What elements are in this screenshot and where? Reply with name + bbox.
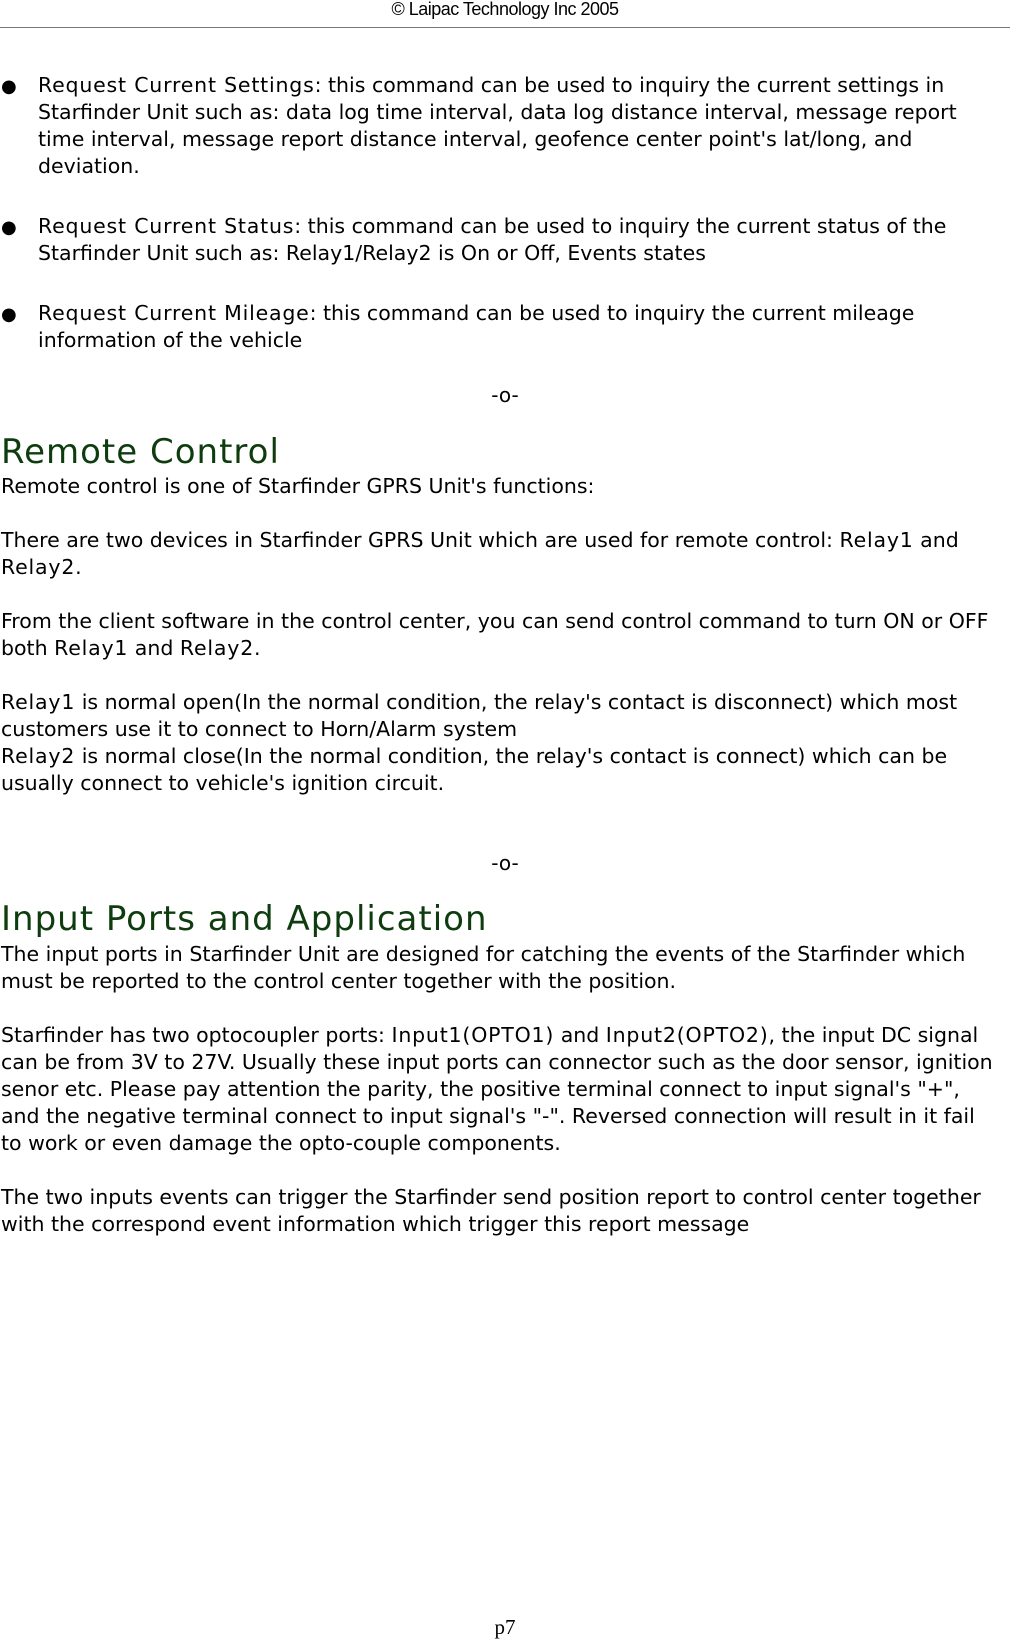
section-separator: -o- bbox=[491, 383, 519, 407]
text-line: is normal close(In the normal condition, the relay's contact is connect) which can be bbox=[75, 744, 948, 768]
heading-input-ports: Input Ports and Application bbox=[1, 899, 488, 939]
text-line: both bbox=[1, 636, 55, 660]
text-line: customers use it to connect to Horn/Alarm system bbox=[1, 717, 518, 741]
text-line: From the client software in the control center, you can send control command to turn ON or OFF bbox=[1, 609, 989, 633]
text-line: The input ports in Starfinder Unit are designed for catching the events of the Starfinder which bbox=[1, 942, 966, 966]
bullet-text-line: deviation. bbox=[38, 154, 140, 178]
bullet-text-line: : this command can be used to inquiry the current status of the bbox=[294, 214, 947, 238]
text-line: senor etc. Please pay attention the parity, the positive terminal connect to input signal's "+", bbox=[1, 1077, 960, 1101]
heading-remote-control: Remote Control bbox=[1, 432, 280, 472]
relay2-term: Relay2. bbox=[1, 555, 83, 579]
input-paragraph-optocoupler bbox=[1, 1022, 1006, 1157]
text-line: must be reported to the control center together with the position. bbox=[1, 969, 677, 993]
text-line: There are two devices in Starfinder GPRS Unit which are used for remote control: bbox=[1, 528, 840, 552]
bullet-dot-icon: ● bbox=[1, 304, 17, 325]
text-line: The two inputs events can trigger the Starfinder send position report to control center together bbox=[1, 1185, 981, 1209]
relay1-term: Relay1 bbox=[1, 690, 76, 714]
relay2-term: Relay2. bbox=[179, 636, 262, 660]
copyright-text: © Laipac Technology Inc 2005 bbox=[391, 0, 619, 19]
bullet-text-line: : this command can be used to inquiry the current mileage bbox=[309, 301, 915, 325]
text-line: usually connect to vehicle's ignition circuit. bbox=[1, 771, 445, 795]
page-header bbox=[0, 0, 1010, 28]
text-line: and the negative terminal connect to input signal's "-". Reversed connection will result in it fail bbox=[1, 1104, 975, 1128]
remote-paragraph-relays bbox=[1, 689, 1006, 797]
text-line: can be from 3V to 27V. Usually these input ports can connector such as the door sensor, ignition bbox=[1, 1050, 993, 1074]
remote-paragraph-devices bbox=[1, 527, 1006, 581]
text-line: Starfinder has two optocoupler ports: bbox=[1, 1023, 392, 1047]
command-term: Request Current Mileage bbox=[38, 301, 310, 325]
text-line: to work or even damage the opto-couple components. bbox=[1, 1131, 561, 1155]
text-line: is normal open(In the normal condition, the relay's contact is disconnect) which most bbox=[75, 690, 958, 714]
input-paragraph-intro bbox=[1, 941, 1006, 995]
bullet-request-current-status bbox=[1, 213, 1006, 267]
section-separator: -o- bbox=[491, 851, 519, 875]
bullet-text-line: time interval, message report distance interval, geofence center point's lat/long, and bbox=[38, 127, 913, 151]
bullet-text-line: Starfinder Unit such as: Relay1/Relay2 is On or Off, Events states bbox=[38, 241, 706, 265]
text-line: with the correspond event information which trigger this report message bbox=[1, 1212, 750, 1236]
bullet-dot-icon: ● bbox=[1, 217, 17, 238]
input2-term: Input2(OPTO2) bbox=[605, 1023, 769, 1047]
remote-paragraph-client bbox=[1, 608, 1006, 662]
input1-term: Input1(OPTO1) bbox=[391, 1023, 555, 1047]
text-line: and bbox=[913, 528, 959, 552]
input-paragraph-events bbox=[1, 1184, 1006, 1238]
text-line: , the input DC signal bbox=[768, 1023, 979, 1047]
bullet-request-current-mileage bbox=[1, 300, 1006, 354]
relay1-term: Relay1 bbox=[839, 528, 914, 552]
relay2-term: Relay2 bbox=[1, 744, 76, 768]
text-line: and bbox=[128, 636, 180, 660]
command-term: Request Current Status bbox=[38, 214, 295, 238]
bullet-dot-icon: ● bbox=[1, 76, 17, 97]
bullet-text-line: : this command can be used to inquiry the current settings in bbox=[314, 73, 945, 97]
command-term: Request Current Settings bbox=[38, 73, 315, 97]
bullet-text-line: information of the vehicle bbox=[38, 328, 303, 352]
bullet-text-line: Starfinder Unit such as: data log time interval, data log distance interval, message report bbox=[38, 100, 957, 124]
remote-intro: Remote control is one of Starfinder GPRS Unit's functions: bbox=[1, 474, 595, 498]
relay1-term: Relay1 bbox=[54, 636, 129, 660]
bullet-request-current-settings bbox=[1, 72, 1006, 180]
text-line: and bbox=[554, 1023, 606, 1047]
page-number: p7 bbox=[494, 1615, 516, 1639]
